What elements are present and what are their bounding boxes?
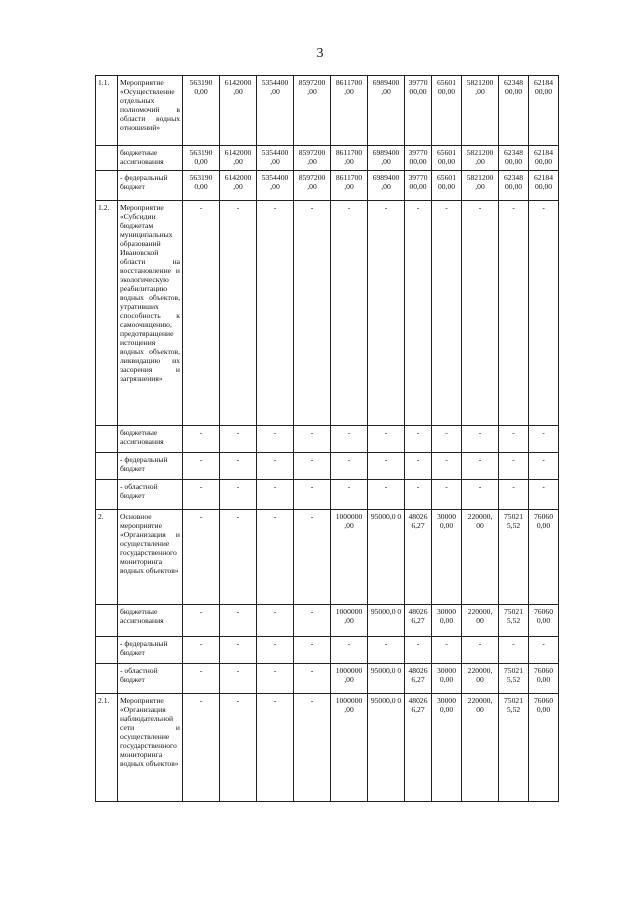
table-body bbox=[96, 76, 559, 802]
value-cell: - bbox=[368, 480, 405, 510]
table-row bbox=[96, 480, 559, 510]
value-cell: 75021 5,52 bbox=[499, 664, 529, 694]
table-row bbox=[96, 201, 559, 426]
value-cell: - bbox=[257, 510, 294, 605]
value-cell: - bbox=[294, 201, 331, 426]
value-cell: - bbox=[432, 426, 462, 453]
table-row bbox=[96, 76, 559, 146]
table-row bbox=[96, 146, 559, 171]
value-cell: 8611700 ,00 bbox=[331, 76, 368, 146]
value-cell: - bbox=[432, 637, 462, 664]
value-cell: 8597200 ,00 bbox=[294, 146, 331, 171]
value-cell: - bbox=[220, 201, 257, 426]
row-index bbox=[96, 637, 118, 664]
value-cell: 65601 00,00 bbox=[432, 146, 462, 171]
value-cell: - bbox=[462, 637, 499, 664]
value-cell: - bbox=[462, 426, 499, 453]
value-cell: - bbox=[183, 201, 220, 426]
value-cell: - bbox=[331, 453, 368, 480]
value-cell: 8597200 ,00 bbox=[294, 76, 331, 146]
row-label: бюджетные ассигнования bbox=[118, 146, 183, 171]
value-cell: - bbox=[368, 201, 405, 426]
table-row bbox=[96, 510, 559, 605]
value-cell: - bbox=[257, 453, 294, 480]
value-cell: 6142000 ,00 bbox=[220, 146, 257, 171]
value-cell: 39770 00,00 bbox=[405, 146, 432, 171]
value-cell: 6989400 ,00 bbox=[368, 146, 405, 171]
value-cell: - bbox=[294, 637, 331, 664]
value-cell: - bbox=[331, 637, 368, 664]
value-cell: - bbox=[220, 605, 257, 637]
value-cell: 30000 0,00 bbox=[432, 605, 462, 637]
value-cell: - bbox=[294, 426, 331, 453]
row-index bbox=[96, 480, 118, 510]
value-cell: 5354400 ,00 bbox=[257, 76, 294, 146]
table-row bbox=[96, 637, 559, 664]
row-label: Мероприятие «Организация наблюдательной сети и осуществление государственного мониторинга водных объектов» bbox=[118, 694, 183, 802]
value-cell: - bbox=[220, 480, 257, 510]
row-index bbox=[96, 453, 118, 480]
budget-table bbox=[95, 75, 559, 802]
value-cell: 220000, 00 bbox=[462, 510, 499, 605]
value-cell: - bbox=[529, 453, 559, 480]
value-cell: 62184 00,00 bbox=[529, 146, 559, 171]
row-index bbox=[96, 664, 118, 694]
value-cell: 563190 0,00 bbox=[183, 146, 220, 171]
row-label: бюджетные ассигнования bbox=[118, 426, 183, 453]
value-cell: 5821200 ,00 bbox=[462, 171, 499, 201]
value-cell: - bbox=[220, 637, 257, 664]
table-row bbox=[96, 453, 559, 480]
value-cell: 5821200 ,00 bbox=[462, 146, 499, 171]
value-cell: - bbox=[257, 637, 294, 664]
value-cell: - bbox=[183, 605, 220, 637]
value-cell: 95000,0 0 bbox=[368, 664, 405, 694]
value-cell: - bbox=[529, 426, 559, 453]
table-row bbox=[96, 426, 559, 453]
value-cell: 30000 0,00 bbox=[432, 664, 462, 694]
row-label: - областной бюджет bbox=[118, 480, 183, 510]
value-cell: 8597200 ,00 bbox=[294, 171, 331, 201]
value-cell: - bbox=[368, 426, 405, 453]
row-label: Мероприятие «Осуществление отдельных полномочий в области водных отношений» bbox=[118, 76, 183, 146]
value-cell: - bbox=[499, 201, 529, 426]
value-cell: - bbox=[220, 510, 257, 605]
row-index bbox=[96, 146, 118, 171]
value-cell: - bbox=[405, 637, 432, 664]
value-cell: 6142000 ,00 bbox=[220, 76, 257, 146]
table-row bbox=[96, 664, 559, 694]
value-cell: - bbox=[462, 201, 499, 426]
row-index: 1.2. bbox=[96, 201, 118, 426]
value-cell: 220000, 00 bbox=[462, 694, 499, 802]
value-cell: - bbox=[462, 480, 499, 510]
value-cell: - bbox=[183, 426, 220, 453]
value-cell: - bbox=[432, 480, 462, 510]
row-index bbox=[96, 605, 118, 637]
value-cell: - bbox=[257, 480, 294, 510]
value-cell: 5354400 ,00 bbox=[257, 146, 294, 171]
value-cell: 76060 0,00 bbox=[529, 694, 559, 802]
value-cell: - bbox=[220, 664, 257, 694]
value-cell: 48026 6,27 bbox=[405, 605, 432, 637]
value-cell: 62184 00,00 bbox=[529, 76, 559, 146]
value-cell: 6989400 ,00 bbox=[368, 76, 405, 146]
value-cell: - bbox=[294, 510, 331, 605]
value-cell: 48026 6,27 bbox=[405, 664, 432, 694]
value-cell: 563190 0,00 bbox=[183, 76, 220, 146]
row-index bbox=[96, 426, 118, 453]
value-cell: 48026 6,27 bbox=[405, 694, 432, 802]
value-cell: 62348 00,00 bbox=[499, 171, 529, 201]
value-cell: 1000000 ,00 bbox=[331, 605, 368, 637]
value-cell: - bbox=[183, 510, 220, 605]
value-cell: 8611700 ,00 bbox=[331, 171, 368, 201]
value-cell: - bbox=[405, 201, 432, 426]
row-index bbox=[96, 171, 118, 201]
value-cell: - bbox=[257, 426, 294, 453]
row-index: 2.1. bbox=[96, 694, 118, 802]
value-cell: - bbox=[183, 664, 220, 694]
table-row bbox=[96, 171, 559, 201]
value-cell: 62348 00,00 bbox=[499, 146, 529, 171]
value-cell: 75021 5,52 bbox=[499, 694, 529, 802]
row-label: - федеральный бюджет bbox=[118, 453, 183, 480]
row-label: Основное мероприятие «Организация и осуществление государственного мониторинга водных объектов» bbox=[118, 510, 183, 605]
value-cell: 65601 00,00 bbox=[432, 171, 462, 201]
value-cell: - bbox=[183, 453, 220, 480]
value-cell: - bbox=[257, 605, 294, 637]
value-cell: 6142000 ,00 bbox=[220, 171, 257, 201]
page-number: 3 bbox=[316, 46, 324, 61]
row-index: 2. bbox=[96, 510, 118, 605]
value-cell: 76060 0,00 bbox=[529, 664, 559, 694]
value-cell: 76060 0,00 bbox=[529, 510, 559, 605]
value-cell: 65601 00,00 bbox=[432, 76, 462, 146]
value-cell: 5354400 ,00 bbox=[257, 171, 294, 201]
value-cell: 1000000 ,00 bbox=[331, 694, 368, 802]
value-cell: 62184 00,00 bbox=[529, 171, 559, 201]
value-cell: - bbox=[294, 480, 331, 510]
value-cell: 1000000 ,00 bbox=[331, 664, 368, 694]
value-cell: - bbox=[529, 480, 559, 510]
value-cell: - bbox=[183, 694, 220, 802]
value-cell: - bbox=[331, 480, 368, 510]
value-cell: - bbox=[405, 480, 432, 510]
value-cell: - bbox=[294, 605, 331, 637]
value-cell: - bbox=[499, 426, 529, 453]
value-cell: 75021 5,52 bbox=[499, 510, 529, 605]
value-cell: - bbox=[462, 453, 499, 480]
row-label: - федеральный бюджет bbox=[118, 171, 183, 201]
value-cell: 30000 0,00 bbox=[432, 694, 462, 802]
value-cell: 1000000 ,00 bbox=[331, 510, 368, 605]
value-cell: 5821200 ,00 bbox=[462, 76, 499, 146]
value-cell: 75021 5,52 bbox=[499, 605, 529, 637]
value-cell: 563190 0,00 bbox=[183, 171, 220, 201]
row-label: бюджетные ассигнования bbox=[118, 605, 183, 637]
value-cell: - bbox=[294, 453, 331, 480]
value-cell: 39770 00,00 bbox=[405, 171, 432, 201]
value-cell: - bbox=[257, 201, 294, 426]
row-label: - федеральный бюджет bbox=[118, 637, 183, 664]
value-cell: - bbox=[331, 426, 368, 453]
value-cell: - bbox=[294, 694, 331, 802]
value-cell: - bbox=[220, 453, 257, 480]
value-cell: - bbox=[432, 453, 462, 480]
row-label: Мероприятие «Субсидии бюджетам муниципальных образований Ивановской области на восстановление и экологическую реабилитацию водных объектов, утративших способность к самоочищению, предотвращение истощения водных объектов, ликвидацию их засорения и загрязнения» bbox=[118, 201, 183, 426]
value-cell: - bbox=[257, 694, 294, 802]
row-label: - областной бюджет bbox=[118, 664, 183, 694]
value-cell: 95000,0 0 bbox=[368, 605, 405, 637]
value-cell: - bbox=[432, 201, 462, 426]
value-cell: - bbox=[220, 694, 257, 802]
value-cell: 39770 00,00 bbox=[405, 76, 432, 146]
value-cell: 220000, 00 bbox=[462, 605, 499, 637]
value-cell: 62348 00,00 bbox=[499, 76, 529, 146]
value-cell: - bbox=[405, 426, 432, 453]
value-cell: - bbox=[499, 453, 529, 480]
value-cell: - bbox=[499, 637, 529, 664]
value-cell: 95000,0 0 bbox=[368, 510, 405, 605]
value-cell: 220000, 00 bbox=[462, 664, 499, 694]
value-cell: 76060 0,00 bbox=[529, 605, 559, 637]
value-cell: - bbox=[183, 480, 220, 510]
table-row bbox=[96, 605, 559, 637]
value-cell: - bbox=[499, 480, 529, 510]
value-cell: 6989400 ,00 bbox=[368, 171, 405, 201]
value-cell: 48026 6,27 bbox=[405, 510, 432, 605]
value-cell: 8611700 ,00 bbox=[331, 146, 368, 171]
value-cell: - bbox=[331, 201, 368, 426]
value-cell: - bbox=[257, 664, 294, 694]
value-cell: - bbox=[220, 426, 257, 453]
value-cell: 30000 0,00 bbox=[432, 510, 462, 605]
row-index: 1.1. bbox=[96, 76, 118, 146]
value-cell: - bbox=[405, 453, 432, 480]
value-cell: - bbox=[368, 453, 405, 480]
value-cell: - bbox=[529, 201, 559, 426]
value-cell: - bbox=[368, 637, 405, 664]
value-cell: - bbox=[183, 637, 220, 664]
value-cell: 95000,0 0 bbox=[368, 694, 405, 802]
value-cell: - bbox=[294, 664, 331, 694]
value-cell: - bbox=[529, 637, 559, 664]
table-row bbox=[96, 694, 559, 802]
